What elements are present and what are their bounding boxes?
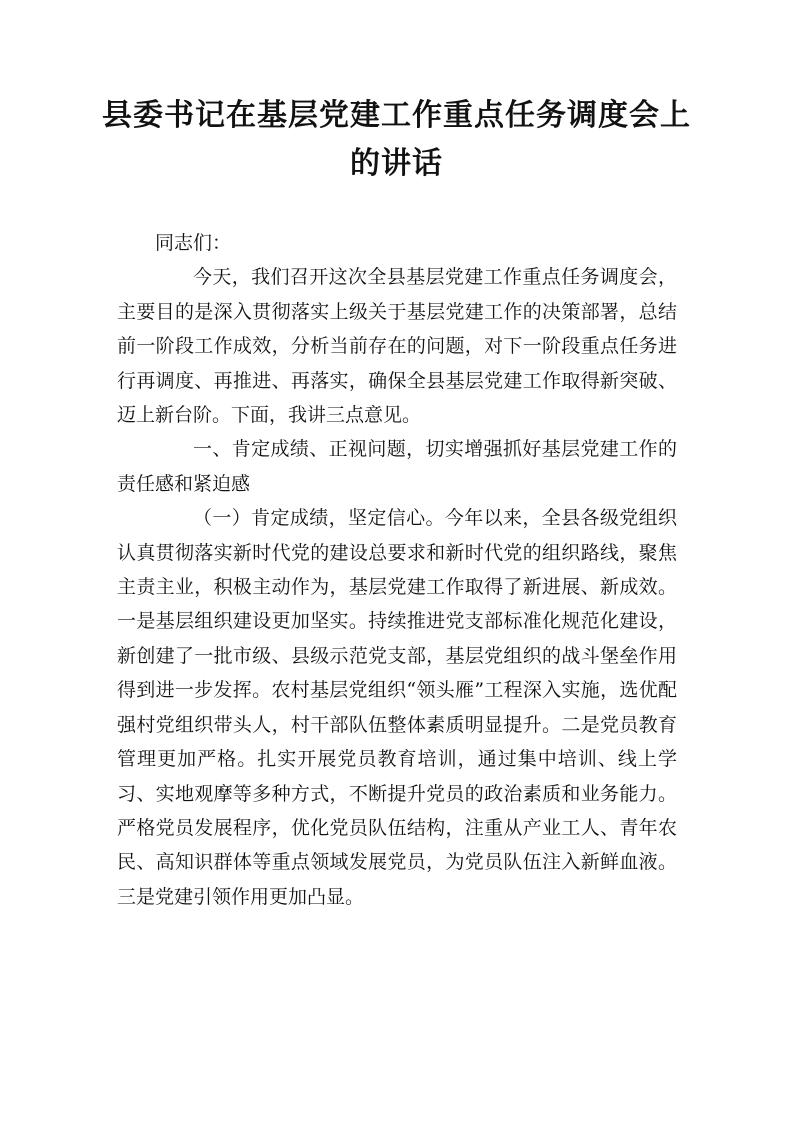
document-title: 县委书记在基层党建工作重点任务调度会上的讲话 [102, 98, 691, 181]
document-body [117, 226, 677, 914]
paragraph-achievements: （一）肯定成绩，坚定信心。今年以来，全县各级党组织认真贯彻落实新时代党的建设总要求和新时代党的组织路线，聚焦主责主业，积极主动作为，基层党建工作取得了新进展、新成效。一是基层组织建设更加坚实。持续推进党支部标准化规范化建设，新创建了一批市级、县级示范党支部，基层党组织的战斗堡垒作用得到进一步发挥。农村基层党组织“领头雁”工程深入实施，选优配强村党组织带头人，村干部队伍整体素质明显提升。二是党员教育管理更加严格。扎实开展党员教育培训，通过集中培训、线上学习、实地观摩等多种方式，不断提升党员的政治素质和业务能力。严格党员发展程序，优化党员队伍结构，注重从产业工人、青年农民、高知识群体等重点领域发展党员，为党员队伍注入新鲜血液。三是党建引领作用更加凸显。 [117, 507, 677, 908]
salutation: 同志们： [155, 232, 232, 254]
section-heading-1: 一、肯定成绩、正视问题，切实增强抓好基层党建工作的责任感和紧迫感 [117, 438, 677, 495]
paragraph-opening: 今天，我们召开这次全县基层党建工作重点任务调度会，主要目的是深入贯彻落实上级关于基层党建工作的决策部署，总结前一阶段工作成效，分析当前存在的问题，对下一阶段重点任务进行再调度、再推进、再落实，确保全县基层党建工作取得新突破、迈上新台阶。下面，我讲三点意见。 [117, 266, 677, 427]
